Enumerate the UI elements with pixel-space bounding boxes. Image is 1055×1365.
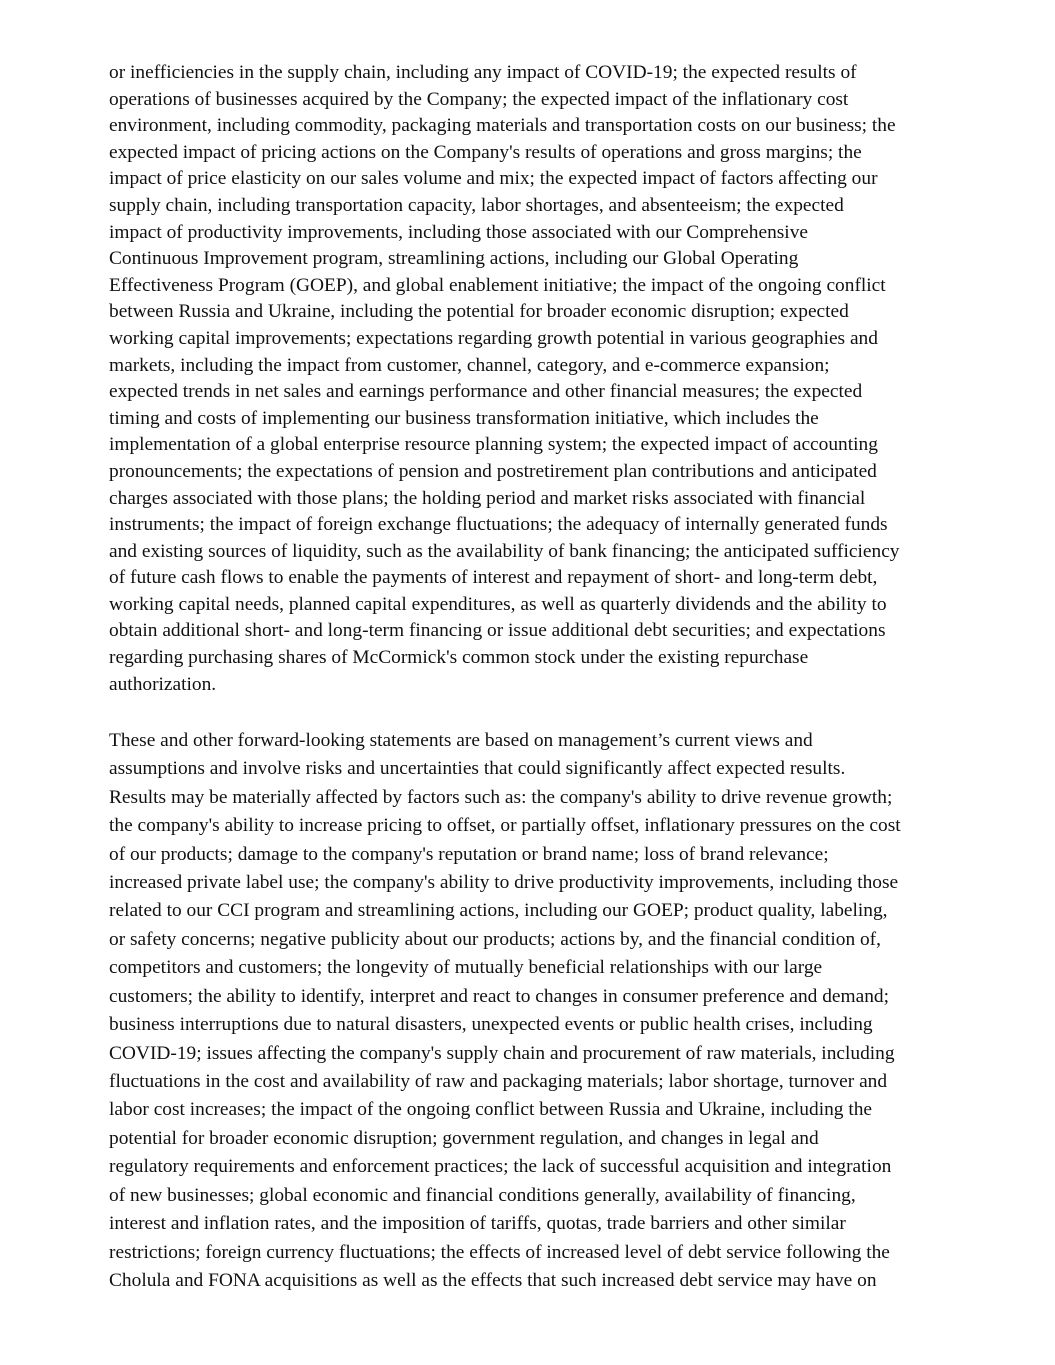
paragraph-2-line: related to our CCI program and streamlining actions, including our GOEP; product quality, labeling, (109, 900, 888, 922)
paragraph-1-line: authorization. (109, 673, 217, 695)
paragraph-1-line: operations of businesses acquired by the Company; the expected impact of the inflationary cost (109, 88, 849, 110)
paragraph-2-line: fluctuations in the cost and availability of raw and packaging materials; labor shortage, turnover and (109, 1071, 888, 1092)
paragraph-1-line: implementation of a global enterprise resource planning system; the expected impact of accounting (109, 434, 878, 456)
paragraph-1-line: of future cash flows to enable the payments of interest and repayment of short- and long-term debt, (109, 567, 878, 589)
paragraph-1-line: impact of price elasticity on our sales volume and mix; the expected impact of factors affecting our (109, 168, 878, 190)
paragraph-2-line: Results may be materially affected by factors such as: the company's ability to drive revenue growth; (109, 786, 893, 808)
paragraph-2-line: regulatory requirements and enforcement practices; the lack of successful acquisition and integration (109, 1156, 892, 1178)
paragraph-1-line: instruments; the impact of foreign exchange fluctuations; the adequacy of internally generated funds (109, 514, 888, 536)
paragraph-1-line: between Russia and Ukraine, including the potential for broader economic disruption; expected (109, 301, 849, 323)
paragraph-1-line: expected impact of pricing actions on the Company's results of operations and gross margins; the (109, 141, 862, 163)
paragraph-1-line: timing and costs of implementing our business transformation initiative, which includes the (109, 407, 819, 429)
paragraph-2-line: potential for broader economic disruption; government regulation, and changes in legal and (109, 1127, 819, 1149)
paragraph-1-line: markets, including the impact from customer, channel, category, and e-commerce expansion; (109, 354, 830, 376)
paragraph-1-line: working capital needs, planned capital expenditures, as well as quarterly dividends and the ability to (109, 593, 887, 615)
paragraph-2-line: customers; the ability to identify, interpret and react to changes in consumer preference and demand; (109, 985, 889, 1007)
paragraph-2-line: These and other forward-looking statements are based on management’s current views and (109, 729, 813, 751)
paragraph-2-line: business interruptions due to natural disasters, unexpected events or public health crises, including (109, 1014, 873, 1036)
paragraph-2-line: restrictions; foreign currency fluctuations; the effects of increased level of debt service following the (109, 1241, 890, 1263)
paragraph-2-line: or safety concerns; negative publicity about our products; actions by, and the financial condition of, (109, 928, 881, 950)
paragraph-1-line: and existing sources of liquidity, such as the availability of bank financing; the anticipated sufficiency (109, 540, 900, 562)
paragraph-1-line: supply chain, including transportation capacity, labor shortages, and absenteeism; the expected (109, 194, 844, 216)
paragraph-1-line: Continuous Improvement program, streamlining actions, including our Global Operating (109, 248, 799, 270)
document-page (109, 60, 959, 1296)
paragraph-2-line: Cholula and FONA acquisitions as well as the effects that such increased debt service may have on (109, 1270, 877, 1292)
paragraph-2-line: assumptions and involve risks and uncertainties that could significantly affect expected results. (109, 758, 846, 780)
paragraph-2-line: increased private label use; the company's ability to drive productivity improvements, including those (109, 871, 899, 893)
paragraph-2-line: the company's ability to increase pricing to offset, or partially offset, inflationary pressures on the cost (109, 815, 901, 837)
paragraph-1-line: working capital improvements; expectations regarding growth potential in various geographies and (109, 327, 878, 349)
paragraph-1-line: expected trends in net sales and earnings performance and other financial measures; the expected (109, 381, 863, 403)
paragraph-1-line: environment, including commodity, packaging materials and transportation costs on our business; the (109, 115, 896, 137)
paragraph-1-line: Effectiveness Program (GOEP), and global enablement initiative; the impact of the ongoing conflict (109, 274, 886, 296)
forward-looking-statements-paragraph (109, 60, 959, 698)
paragraph-2-line: competitors and customers; the longevity of mutually beneficial relationships with our large (109, 957, 823, 979)
paragraph-2-line: of our products; damage to the company's reputation or brand name; loss of brand relevance; (109, 843, 829, 865)
paragraph-2-line: of new businesses; global economic and financial conditions generally, availability of financing, (109, 1184, 856, 1206)
paragraph-2-line: interest and inflation rates, and the imposition of tariffs, quotas, trade barriers and other similar (109, 1213, 846, 1235)
paragraph-1-line: charges associated with those plans; the holding period and market risks associated with financial (109, 487, 866, 509)
paragraph-1-line: pronouncements; the expectations of pension and postretirement plan contributions and anticipated (109, 460, 877, 482)
paragraph-1-line: or inefficiencies in the supply chain, including any impact of COVID-19; the expected results of (109, 62, 857, 83)
paragraph-1-line: regarding purchasing shares of McCormick's common stock under the existing repurchase (109, 647, 809, 669)
paragraph-2-line: labor cost increases; the impact of the ongoing conflict between Russia and Ukraine, including the (109, 1099, 873, 1121)
paragraph-2-line: COVID-19; issues affecting the company's supply chain and procurement of raw materials, including (109, 1042, 895, 1064)
risk-factors-paragraph (109, 727, 959, 1296)
paragraph-1-line: impact of productivity improvements, including those associated with our Comprehensive (109, 221, 809, 243)
paragraph-1-line: obtain additional short- and long-term financing or issue additional debt securities; and expectations (109, 620, 886, 642)
